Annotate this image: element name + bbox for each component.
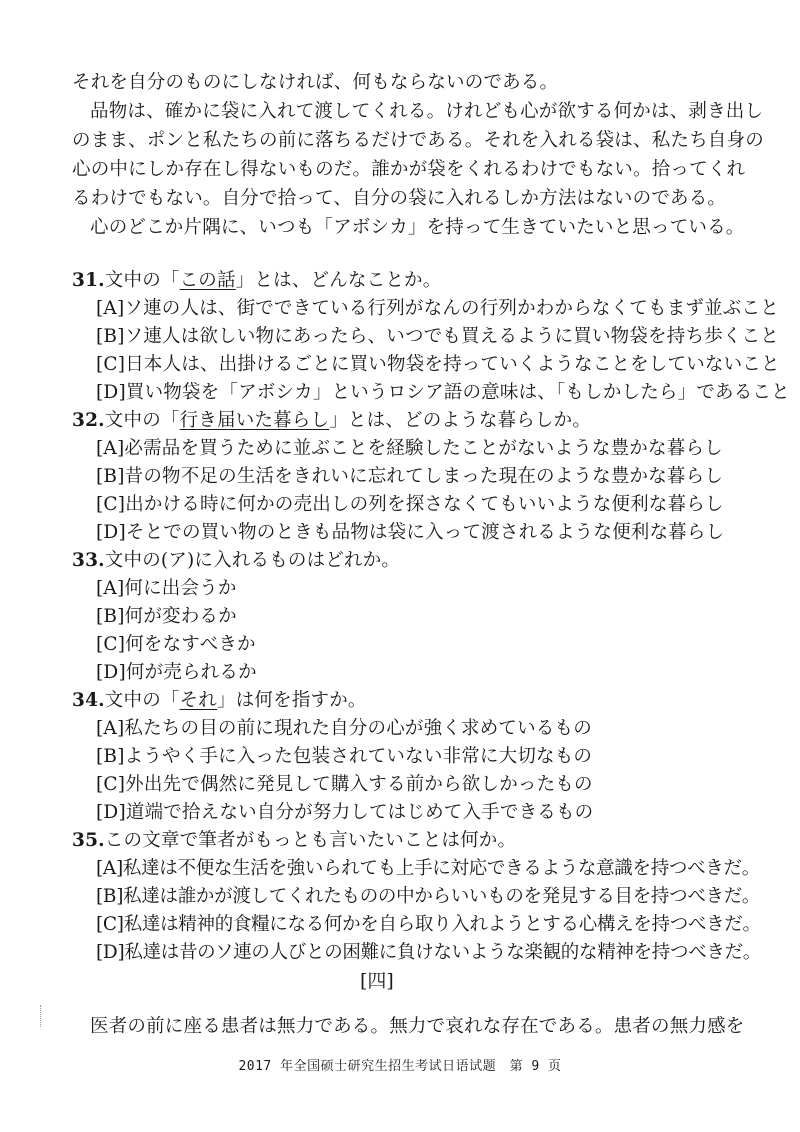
option-34-c[interactable]: [C]外出先で偶然に発見して購入する前から欲しかったもの [96,774,593,795]
question-number: 34. [72,690,105,711]
option-33-d[interactable]: [D]何が売られるか [96,662,257,683]
option-33-b[interactable]: [B]何が変わるか [96,606,237,627]
question-32-stem: 32.文中の「行き届いた暮らし」とは、どのような暮らしか。 [72,410,592,431]
question-31-stem: 31.文中の「この話」とは、どんなことか。 [72,270,442,291]
option-35-d[interactable]: [D]私達は昔のソ連の人びとの困難に負けないような楽観的な精神を持つべきだ。 [96,942,762,963]
option-33-a[interactable]: [A]何に出会うか [96,578,237,599]
page-footer: 2017 年全国硕士研究生招生考试日语试题 第 9 页 [238,1059,562,1074]
option-35-a[interactable]: [A]私達は不便な生活を強いられても上手に対応できるような意識を持つべきだ。 [96,858,760,879]
passage-line: るわけでもない。自分で拾って、自分の袋に入れるしか方法はないのである。 [72,188,727,209]
underlined-phrase: 行き届いた暮らし [179,410,330,431]
option-35-b[interactable]: [B]私達は誰かが渡してくれたものの中からいいものを発見する目を持つべきだ。 [96,886,761,907]
question-number: 31. [72,270,105,291]
option-32-b[interactable]: [B]昔の物不足の生活をきれいに忘れてしまった現在のような豊かな暮らし [96,466,724,487]
option-31-b[interactable]: [B]ソ連人は欲しい物にあったら、いつでも買えるように買い物袋を持ち歩くこと [96,326,779,347]
passage-line: のまま、ポンと私たちの前に落ちるだけである。それを入れる袋は、私たち自身の [72,130,764,151]
question-33-stem: 33.文中の(ア)に入れるものはどれか。 [72,550,401,571]
question-number: 32. [72,410,105,431]
underlined-phrase: この話 [179,270,236,291]
passage-line: それを自分のものにしなければ、何もならないのである。 [72,72,559,93]
next-passage-line: 医者の前に座る患者は無力である。無力で哀れな存在である。患者の無力感を [90,1016,745,1037]
section-heading: [四] [360,970,394,992]
option-31-d[interactable]: [D]買い物袋を「アボシカ」というロシア語の意味は、「もしかしたら」であること [96,382,790,403]
option-32-d[interactable]: [D]そとでの買い物のときも品物は袋に入って渡されるような便利な暮らし [96,522,725,543]
option-34-a[interactable]: [A]私たちの目の前に現れた自分の心が強く求めているもの [96,718,592,739]
option-35-c[interactable]: [C]私達は精神的食糧になる何かを自ら取り入れようとする心構えを持つべきだ。 [96,914,761,935]
option-31-c[interactable]: [C]日本人は、出掛けるごとに買い物袋を持っていくようなことをしていないこと [96,354,780,375]
option-34-b[interactable]: [B]ようやく手に入った包装されていない非常に大切なもの [96,746,593,767]
scan-margin-mark [40,1005,42,1027]
option-31-a[interactable]: [A]ソ連の人は、街でできている行列がなんの行列かわからなくてもまず並ぶこと [96,298,779,319]
passage-line: 品物は、確かに袋に入れて渡してくれる。けれども心が欲する何かは、剥き出し [90,101,764,122]
option-33-c[interactable]: [C]何をなすべきか [96,634,256,655]
question-34-stem: 34.文中の「それ」は何を指すか。 [72,690,367,711]
question-number: 35. [72,830,105,851]
option-32-a[interactable]: [A]必需品を買うために並ぶことを経験したことがないような豊かな暮らし [96,438,723,459]
question-number: 33. [72,550,105,571]
passage-line: 心のどこか片隅に、いつも「アボシカ」を持って生きていたいと思っている。 [90,217,745,238]
option-32-c[interactable]: [C]出かける時に何かの売出しの列を探さなくてもいいような便利な暮らし [96,494,724,515]
passage-line: 心の中にしか存在し得ないものだ。誰かが袋をくれるわけでもない。拾ってくれ [72,159,746,180]
underlined-phrase: それ [179,690,218,711]
option-34-d[interactable]: [D]道端で拾えない自分が努力してはじめて入手できるもの [96,802,594,823]
question-35-stem: 35.この文章で筆者がもっとも言いたいことは何か。 [72,830,517,851]
